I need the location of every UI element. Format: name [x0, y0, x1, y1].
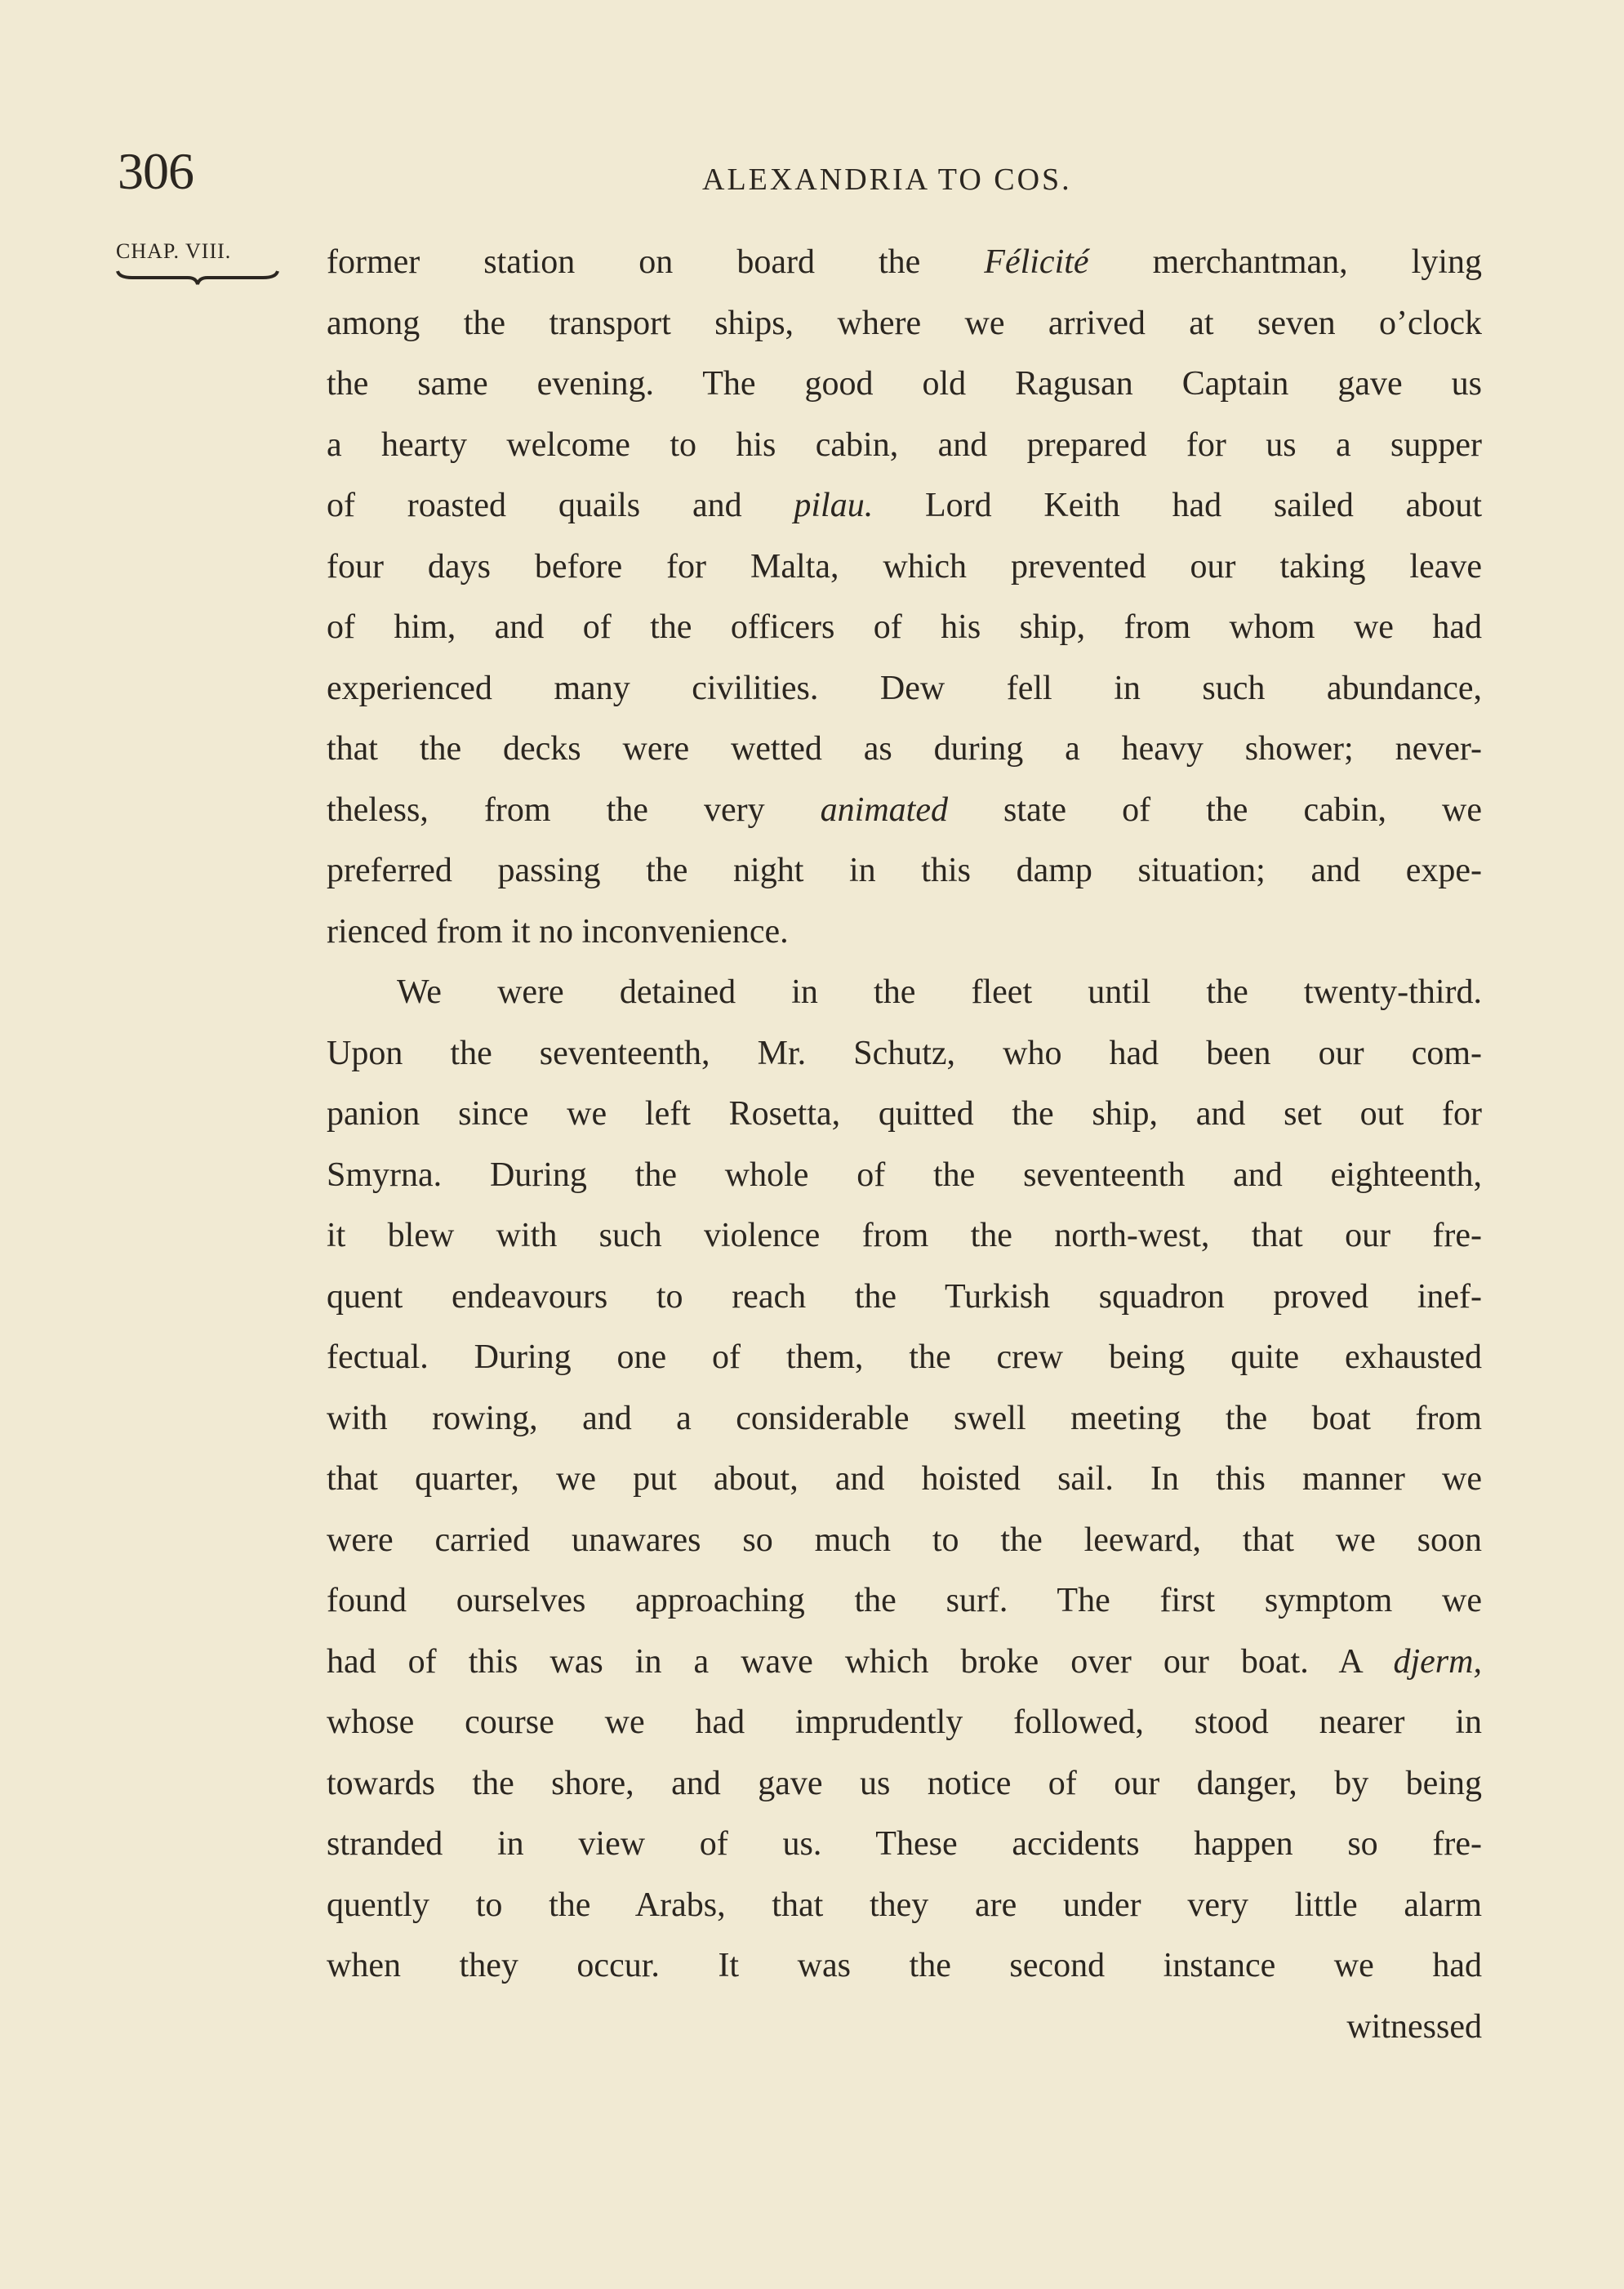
text-line: when they occur. It was the second instance we had — [327, 1947, 1482, 1984]
text-line: among the transport ships, where we arrived at seven o’clock — [327, 304, 1482, 342]
text-line: that quarter, we put about, and hoisted sail. In this manner we — [327, 1460, 1482, 1498]
text-line: with rowing, and a considerable swell meeting the boat from — [327, 1399, 1482, 1437]
text-line: had of this was in a wave which broke over our boat. A djerm, — [327, 1642, 1482, 1681]
text-line: theless, from the very animated state of the cabin, we — [327, 790, 1482, 829]
italic-term: djerm, — [1393, 1642, 1482, 1681]
text-line: quent endeavours to reach the Turkish squadron proved inef- — [327, 1277, 1482, 1316]
text-line: the same evening. The good old Ragusan Captain gave us — [327, 365, 1482, 403]
text-line: it blew with such violence from the north-west, that our fre- — [327, 1217, 1482, 1254]
margin-note — [116, 237, 287, 286]
italic-term: animated — [820, 790, 948, 829]
text-line: four days before for Malta, which prevented our taking leave — [327, 547, 1482, 586]
text-line: were carried unawares so much to the leeward, that we soon — [327, 1521, 1482, 1559]
text-line: former station on board the Félicité merchantman, lying — [327, 243, 1482, 281]
catchword: witnessed — [1346, 2007, 1482, 2046]
page-number: 306 — [118, 142, 194, 200]
text-line: Upon the seventeenth, Mr. Schutz, who had been our com- — [327, 1034, 1482, 1072]
running-head: ALEXANDRIA TO COS. — [702, 163, 1072, 197]
text-line: preferred passing the night in this damp situation; and expe- — [327, 852, 1482, 889]
text-line: Smyrna. During the whole of the seventeenth and eighteenth, — [327, 1156, 1482, 1194]
text-line: found ourselves approaching the surf. The first symptom we — [327, 1582, 1482, 1619]
text-line: We were detained in the fleet until the twenty-third. — [397, 973, 1482, 1011]
text-line: experienced many civilities. Dew fell in such abundance, — [327, 669, 1482, 707]
text-line: that the decks were wetted as during a heavy shower; never- — [327, 730, 1482, 768]
text-line: towards the shore, and gave us notice of our danger, by being — [327, 1764, 1482, 1802]
text-line: whose course we had imprudently followed, stood nearer in — [327, 1703, 1482, 1741]
body-text — [327, 232, 1482, 2057]
text-line: quently to the Arabs, that they are under very little alarm — [327, 1886, 1482, 1924]
italic-term: pilau. — [794, 487, 874, 524]
text-line: rienced from it no inconvenience. — [327, 912, 789, 951]
text-line: of him, and of the officers of his ship, from whom we had — [327, 608, 1482, 646]
text-line: a hearty welcome to his cabin, and prepared for us a supper — [327, 425, 1482, 464]
brace-ornament — [116, 268, 279, 286]
text-line: stranded in view of us. These accidents happen so fre- — [327, 1825, 1482, 1863]
text-line: fectual. During one of them, the crew being quite exhausted — [327, 1338, 1482, 1376]
italic-term: Félicité — [984, 243, 1089, 281]
chapter-label: CHAP. VIII. — [116, 239, 232, 263]
text-line: of roasted quails and pilau. Lord Keith had sailed about — [327, 487, 1482, 524]
text-line: panion since we left Rosetta, quitted the ship, and set out for — [327, 1095, 1482, 1133]
